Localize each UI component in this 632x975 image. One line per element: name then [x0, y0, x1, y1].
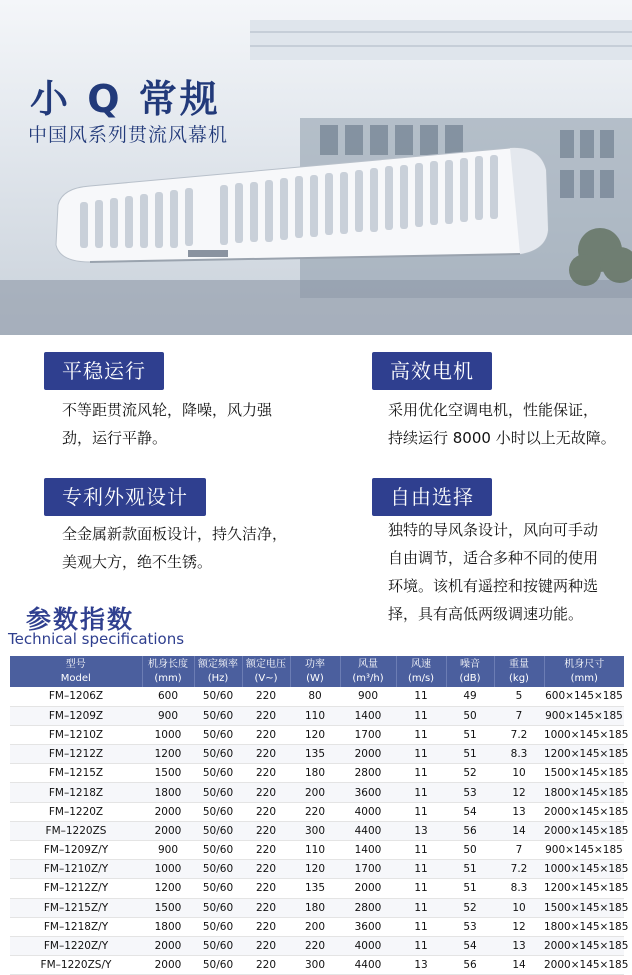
table-cell: 4000	[340, 802, 396, 821]
table-cell: 14	[494, 956, 544, 975]
table-row	[10, 936, 624, 955]
table-cell: 12	[494, 917, 544, 936]
table-cell: 11	[396, 898, 446, 917]
table-row	[10, 821, 624, 840]
header-unit: (mm)	[570, 672, 598, 684]
table-cell: 7	[494, 706, 544, 725]
table-row	[10, 898, 624, 917]
table-cell: 1000	[142, 725, 194, 744]
table-cell: 110	[290, 841, 340, 860]
table-cell: 135	[290, 745, 340, 764]
table-row	[10, 783, 624, 802]
table-cell: 50/60	[194, 745, 242, 764]
header-label: 噪音	[460, 658, 480, 670]
table-cell: 10	[494, 898, 544, 917]
specs-table-header	[10, 656, 624, 687]
header-unit: (dB)	[459, 672, 481, 684]
table-cell: 11	[396, 706, 446, 725]
table-row	[10, 917, 624, 936]
table-cell: 14	[494, 821, 544, 840]
feature-text-line: 择，具有高低两级调速功能。	[388, 605, 584, 623]
table-cell: FM–1220Z	[10, 802, 142, 821]
table-cell: 220	[242, 745, 290, 764]
table-cell: 600	[142, 687, 194, 706]
table-cell: 54	[446, 936, 494, 955]
table-cell: 11	[396, 725, 446, 744]
table-cell: 56	[446, 956, 494, 975]
header-label: 功率	[305, 658, 325, 670]
header-unit: (m³/h)	[352, 672, 384, 684]
table-cell: 1000×145×185	[544, 725, 624, 744]
header-label: 重量	[509, 658, 529, 670]
table-row	[10, 860, 624, 879]
table-cell: 135	[290, 879, 340, 898]
table-cell: 1000	[142, 860, 194, 879]
table-cell: 220	[242, 956, 290, 975]
table-cell: 900×145×185	[544, 841, 624, 860]
table-cell: 13	[494, 936, 544, 955]
table-cell: FM–1212Z	[10, 745, 142, 764]
table-cell: 11	[396, 860, 446, 879]
table-row	[10, 879, 624, 898]
table-cell: 220	[242, 879, 290, 898]
feature-text-free-choice	[388, 516, 598, 628]
table-cell: 220	[242, 725, 290, 744]
header-unit: (Hz)	[207, 672, 229, 684]
table-cell: 2000×145×185	[544, 821, 624, 840]
table-cell: 7.2	[494, 725, 544, 744]
table-header-cell	[446, 656, 494, 687]
table-cell: 120	[290, 860, 340, 879]
table-cell: 1200×145×185	[544, 745, 624, 764]
table-cell: 2800	[340, 898, 396, 917]
table-cell: 1500	[142, 764, 194, 783]
table-cell: 11	[396, 936, 446, 955]
table-cell: 3600	[340, 917, 396, 936]
table-cell: FM–1209Z	[10, 706, 142, 725]
table-cell: 200	[290, 783, 340, 802]
table-cell: 1200	[142, 879, 194, 898]
table-cell: 300	[290, 956, 340, 975]
table-cell: FM–1220Z/Y	[10, 936, 142, 955]
table-cell: 600×145×185	[544, 687, 624, 706]
table-cell: 1400	[340, 706, 396, 725]
table-cell: 11	[396, 764, 446, 783]
table-cell: 5	[494, 687, 544, 706]
table-cell: 50/60	[194, 956, 242, 975]
feature-badge-efficient-motor: 高效电机	[372, 352, 492, 390]
table-cell: 50	[446, 841, 494, 860]
table-cell: 51	[446, 745, 494, 764]
table-cell: FM–1215Z/Y	[10, 898, 142, 917]
table-cell: 2000×145×185	[544, 956, 624, 975]
table-row	[10, 764, 624, 783]
table-row	[10, 956, 624, 975]
table-header-cell	[396, 656, 446, 687]
table-cell: 180	[290, 764, 340, 783]
table-cell: 4000	[340, 936, 396, 955]
feature-text-line: 采用优化空调电机，性能保证，	[388, 401, 599, 419]
table-cell: 1200×145×185	[544, 879, 624, 898]
table-cell: 220	[242, 917, 290, 936]
table-cell: FM–1206Z	[10, 687, 142, 706]
table-cell: 200	[290, 917, 340, 936]
table-cell: 11	[396, 745, 446, 764]
table-cell: 50/60	[194, 821, 242, 840]
table-cell: 180	[290, 898, 340, 917]
table-cell: 53	[446, 783, 494, 802]
table-header-cell	[142, 656, 194, 687]
table-row	[10, 725, 624, 744]
table-cell: FM–1220ZS/Y	[10, 956, 142, 975]
table-cell: 900	[142, 841, 194, 860]
feature-text-line: 美观大方，绝不生锈。	[62, 553, 213, 571]
table-cell: FM–1220ZS	[10, 821, 142, 840]
specs-title-en: Technical specifications	[8, 630, 185, 648]
table-cell: 2800	[340, 764, 396, 783]
table-cell: 120	[290, 725, 340, 744]
header-label: 风量	[358, 658, 378, 670]
table-header-cell	[290, 656, 340, 687]
feature-badge-free-choice: 自由选择	[372, 478, 492, 516]
table-cell: 51	[446, 860, 494, 879]
table-cell: 4400	[340, 956, 396, 975]
hero-banner	[0, 0, 632, 335]
table-cell: FM–1210Z	[10, 725, 142, 744]
table-cell: 50/60	[194, 802, 242, 821]
table-cell: 50/60	[194, 936, 242, 955]
table-cell: 13	[396, 956, 446, 975]
feature-text-line: 劲，运行平静。	[62, 429, 168, 447]
table-cell: 50/60	[194, 860, 242, 879]
table-cell: 50/60	[194, 898, 242, 917]
table-header-cell	[10, 656, 142, 687]
table-cell: 1000×145×185	[544, 860, 624, 879]
table-cell: 50/60	[194, 687, 242, 706]
table-cell: 2000	[142, 956, 194, 975]
product-series-subtitle: 中国风系列贯流风幕机	[28, 124, 229, 146]
table-cell: 900	[142, 706, 194, 725]
feature-text-line: 不等距贯流风轮，降噪，风力强	[62, 401, 273, 419]
table-cell: 50/60	[194, 706, 242, 725]
header-label: 机身尺寸	[564, 658, 605, 670]
table-cell: 1500×145×185	[544, 898, 624, 917]
table-cell: 2000	[340, 879, 396, 898]
table-cell: 1500×145×185	[544, 764, 624, 783]
header-label: 额定频率	[198, 658, 238, 670]
feature-text-smooth-operation	[62, 396, 272, 452]
table-row	[10, 802, 624, 821]
table-cell: 13	[396, 821, 446, 840]
table-row	[10, 687, 624, 706]
table-cell: 11	[396, 783, 446, 802]
table-cell: 50/60	[194, 917, 242, 936]
table-header-cell	[544, 656, 624, 687]
table-cell: 220	[242, 706, 290, 725]
table-header-row	[10, 656, 624, 687]
table-cell: FM–1212Z/Y	[10, 879, 142, 898]
feature-text-efficient-motor	[388, 396, 616, 452]
table-cell: 7	[494, 841, 544, 860]
table-cell: 2000	[142, 936, 194, 955]
table-header-cell	[194, 656, 242, 687]
table-cell: 8.3	[494, 879, 544, 898]
table-cell: 50/60	[194, 841, 242, 860]
feature-badge-patented-design: 专利外观设计	[44, 478, 206, 516]
table-cell: 54	[446, 802, 494, 821]
table-cell: 220	[242, 764, 290, 783]
header-unit: (V~)	[254, 672, 278, 684]
table-cell: 220	[290, 802, 340, 821]
table-row	[10, 706, 624, 725]
product-series-title: 小 Q 常规	[30, 77, 221, 121]
feature-text-line: 持续运行 8000 小时以上无故障。	[388, 429, 616, 447]
specs-table-body	[10, 687, 629, 975]
specs-title-cn: 参数指数	[26, 605, 135, 634]
table-cell: 50/60	[194, 764, 242, 783]
table-cell: 110	[290, 706, 340, 725]
feature-text-line: 环境。该机有遥控和按键两种选	[388, 577, 599, 595]
table-cell: 11	[396, 841, 446, 860]
table-cell: 1500	[142, 898, 194, 917]
table-cell: FM–1215Z	[10, 764, 142, 783]
table-cell: 220	[242, 687, 290, 706]
table-cell: 1400	[340, 841, 396, 860]
table-cell: 12	[494, 783, 544, 802]
table-cell: 1200	[142, 745, 194, 764]
header-label: 风速	[411, 658, 431, 670]
feature-text-line: 自由调节，适合多种不同的使用	[388, 549, 599, 567]
table-cell: 11	[396, 917, 446, 936]
table-cell: 7.2	[494, 860, 544, 879]
table-cell: 1700	[340, 860, 396, 879]
table-cell: 50/60	[194, 879, 242, 898]
table-cell: 220	[242, 821, 290, 840]
table-cell: 51	[446, 879, 494, 898]
table-cell: 1800×145×185	[544, 783, 624, 802]
table-cell: FM–1209Z/Y	[10, 841, 142, 860]
table-cell: 300	[290, 821, 340, 840]
table-cell: 220	[242, 802, 290, 821]
table-cell: 220	[242, 936, 290, 955]
table-header-cell	[340, 656, 396, 687]
specs-table	[10, 656, 629, 975]
table-cell: 3600	[340, 783, 396, 802]
header-unit: (W)	[306, 672, 324, 684]
table-cell: 2000	[142, 821, 194, 840]
table-cell: 10	[494, 764, 544, 783]
feature-text-line: 全金属新款面板设计，持久洁净，	[62, 525, 288, 543]
table-row	[10, 841, 624, 860]
table-cell: FM–1218Z/Y	[10, 917, 142, 936]
table-cell: 900	[340, 687, 396, 706]
header-label: 机身长度	[148, 658, 188, 670]
table-cell: 1700	[340, 725, 396, 744]
table-cell: 11	[396, 802, 446, 821]
header-unit: (m/s)	[407, 672, 435, 684]
table-cell: 53	[446, 917, 494, 936]
table-cell: 2000	[340, 745, 396, 764]
air-curtain-product-image	[0, 0, 632, 335]
table-cell: 1800	[142, 917, 194, 936]
header-label: 额定电压	[246, 658, 286, 670]
table-cell: 2000×145×185	[544, 802, 624, 821]
table-cell: 900×145×185	[544, 706, 624, 725]
table-cell: 1800×145×185	[544, 917, 624, 936]
feature-badge-smooth-operation: 平稳运行	[44, 352, 164, 390]
header-unit: (mm)	[154, 672, 182, 684]
table-cell: 4400	[340, 821, 396, 840]
header-unit: Model	[60, 672, 91, 684]
table-cell: 52	[446, 764, 494, 783]
table-cell: 8.3	[494, 745, 544, 764]
table-cell: 52	[446, 898, 494, 917]
table-cell: 220	[242, 783, 290, 802]
table-cell: 220	[242, 841, 290, 860]
header-unit: (kg)	[509, 672, 529, 684]
table-cell: 11	[396, 687, 446, 706]
table-cell: 51	[446, 725, 494, 744]
table-cell: 220	[242, 860, 290, 879]
table-cell: 2000	[142, 802, 194, 821]
table-cell: 80	[290, 687, 340, 706]
table-cell: 13	[494, 802, 544, 821]
header-label: 型号	[65, 658, 86, 670]
table-cell: 2000×145×185	[544, 936, 624, 955]
table-cell: 50	[446, 706, 494, 725]
table-cell: 11	[396, 879, 446, 898]
table-cell: FM–1218Z	[10, 783, 142, 802]
table-cell: 50/60	[194, 725, 242, 744]
table-cell: 50/60	[194, 783, 242, 802]
table-cell: 56	[446, 821, 494, 840]
table-header-cell	[242, 656, 290, 687]
feature-text-patented-design	[62, 520, 287, 576]
table-cell: 220	[242, 898, 290, 917]
table-row	[10, 745, 624, 764]
table-cell: FM–1210Z/Y	[10, 860, 142, 879]
table-cell: 220	[290, 936, 340, 955]
table-header-cell	[494, 656, 544, 687]
table-cell: 49	[446, 687, 494, 706]
table-cell: 1800	[142, 783, 194, 802]
feature-text-line: 独特的导风条设计，风向可手动	[388, 521, 599, 539]
